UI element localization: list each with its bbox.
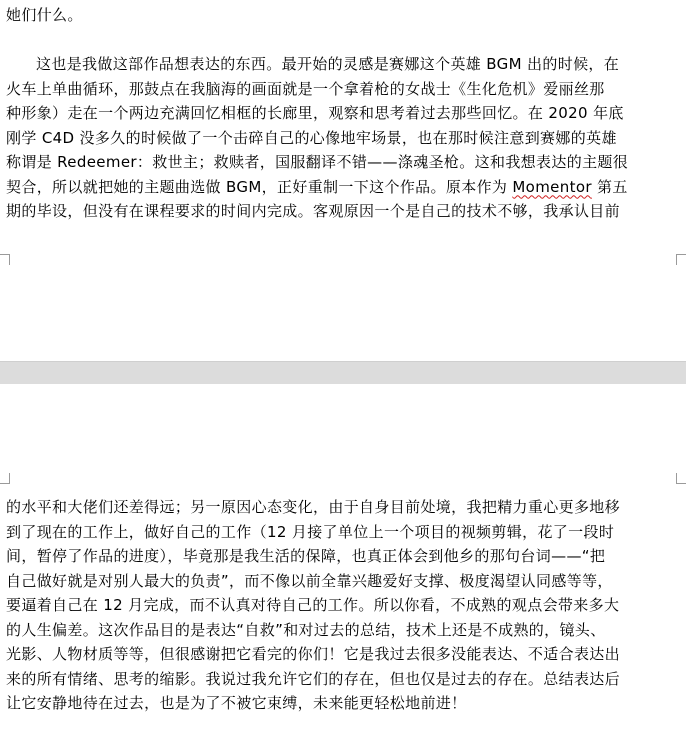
- margin-corner-mark: [676, 473, 686, 484]
- page-2-text[interactable]: [6, 495, 672, 716]
- text-line: 来的所有情绪、思考的缩影。我说过我允许它们的存在，但也仅是过去的存在。总结表达后: [6, 669, 621, 688]
- text-line: 的人生偏差。这次作品目的是表达“自救”和对过去的总结，技术上还是不成熟的，镜头、: [6, 620, 606, 639]
- spellcheck-flagged-word[interactable]: Momentor: [512, 177, 592, 196]
- text-line: 称谓是 Redeemer：救世主；救赎者，国服翻译不错——涤魂圣枪。这和我想表达的主题很: [6, 153, 629, 171]
- text-line: 她们什么。: [6, 6, 83, 24]
- page-1-text[interactable]: [6, 3, 672, 224]
- text-line: 刚学 C4D 没多久的时候做了一个击碎自己的心像地牢场景，也在那时候注意到赛娜的英雄: [6, 128, 617, 147]
- text-line: 契合，所以就把她的主题曲选做 BGM，正好重制一下这个作品。原本作为 Momentor 第五: [6, 177, 628, 196]
- margin-corner-mark: [0, 254, 10, 265]
- text-line: 光影、人物材质等等，但很感谢把它看完的你们！它是我过去很多没能表达、不适合表达出: [6, 645, 621, 663]
- text-line: 让它安静地待在过去，也是为了不被它束缚，未来能更轻松地前进！: [6, 694, 467, 712]
- margin-corner-mark: [676, 254, 686, 265]
- text-line: 这也是我做这部作品想表达的东西。最开始的灵感是赛娜这个英雄 BGM 出的时候，在: [36, 55, 620, 73]
- text-line: 的水平和大佬们还差得远；另一原因心态变化，由于自身目前处境，我把精力重心更多地移: [6, 498, 621, 516]
- text-line: 到了现在的工作上，做好自己的工作（12 月接了单位上一个项目的视频剪辑，花了一段时: [6, 522, 615, 541]
- text-line: 自己做好就是对别人最大的负责”，而不像以前全靠兴趣爱好支撑、极度渴望认同感等等，: [6, 571, 613, 590]
- blank-line: [6, 28, 672, 53]
- document-page-2[interactable]: [0, 384, 686, 752]
- text-line: 期的毕设，但没有在课程要求的时间内完成。客观原因一个是自己的技术不够，我承认目前: [6, 202, 621, 220]
- page-break-gap: [0, 361, 686, 385]
- document-page-1[interactable]: [0, 0, 686, 361]
- text-line: 间，暂停了作品的进度），毕竟那是我生活的保障，也真正体会到他乡的那句台词——“把: [6, 547, 606, 565]
- text-line: 要逼着自己在 12 月完成，而不认真对待自己的工作。所以你看，不成熟的观点会带来多大: [6, 596, 620, 614]
- margin-corner-mark: [0, 473, 10, 484]
- text-line: 种形象）走在一个两边充满回忆相框的长廊里，观察和思考着过去那些回忆。在 2020 年底: [6, 104, 624, 122]
- text-line: 火车上单曲循环，那鼓点在我脑海的画面就是一个拿着枪的女战士《生化危机》爱丽丝那: [6, 79, 605, 98]
